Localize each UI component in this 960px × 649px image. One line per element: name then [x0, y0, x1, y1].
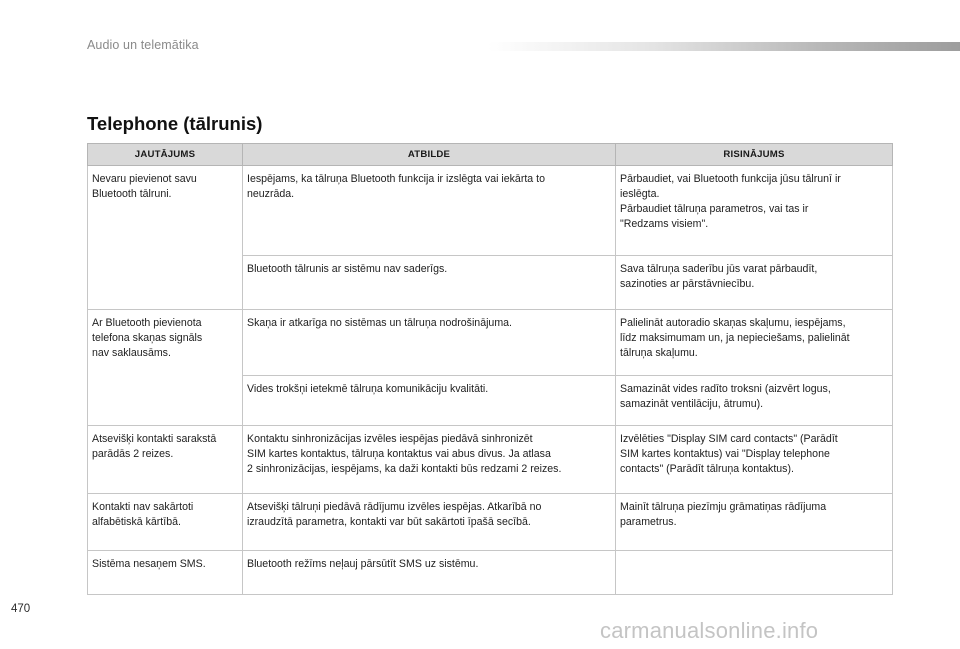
page-title: Telephone (tālrunis) — [87, 113, 263, 134]
table-row — [88, 494, 893, 551]
header-gradient-bar — [488, 42, 960, 51]
column-header-answer: ATBILDE — [243, 144, 616, 166]
watermark: carmanualsonline.info — [600, 618, 819, 643]
question-cell: Atsevišķi kontakti sarakstā parādās 2 reizes. — [88, 426, 243, 494]
table-header-row — [88, 144, 893, 166]
answer-cell: Iespējams, ka tālruņa Bluetooth funkcija ir izslēgta vai iekārta to neuzrāda. — [243, 166, 616, 256]
question-cell: Kontakti nav sakārtoti alfabētiskā kārtībā. — [88, 494, 243, 551]
section-header: Audio un telemātika — [87, 38, 199, 52]
solution-cell: Samazināt vides radīto troksni (aizvērt logus, samazināt ventilāciju, ātrumu). — [616, 376, 893, 426]
answer-cell: Kontaktu sinhronizācijas izvēles iespējas piedāvā sinhronizēt SIM kartes kontaktus, tālruņa kontaktus vai abus divus. Ja atlasa 2 sinhronizācijas, iespējams, ka daži kontakti būs redzami 2 reizes. — [243, 426, 616, 494]
column-header-question: JAUTĀJUMS — [88, 144, 243, 166]
page-number: 470 — [11, 603, 31, 615]
column-header-solution: RISINĀJUMS — [616, 144, 893, 166]
solution-cell: Pārbaudiet, vai Bluetooth funkcija jūsu tālrunī ir ieslēgta. Pārbaudiet tālruņa parametros, vai tas ir "Redzams visiem". — [616, 166, 893, 256]
solution-cell: Izvēlēties "Display SIM card contacts" (Parādīt SIM kartes kontaktus) vai "Display telephone contacts" (Parādīt tālruņa kontaktus). — [616, 426, 893, 494]
solution-cell: Mainīt tālruņa piezīmju grāmatiņas rādījuma parametrus. — [616, 494, 893, 551]
table-row — [88, 310, 893, 376]
answer-cell: Skaņa ir atkarīga no sistēmas un tālruņa nodrošinājuma. — [243, 310, 616, 376]
answer-cell: Bluetooth tālrunis ar sistēmu nav saderīgs. — [243, 256, 616, 310]
answer-cell: Vides trokšņi ietekmē tālruņa komunikāciju kvalitāti. — [243, 376, 616, 426]
table-row — [88, 551, 893, 595]
table-row — [88, 426, 893, 494]
question-cell: Ar Bluetooth pievienota telefona skaņas signāls nav saklausāms. — [88, 310, 243, 426]
table-row — [88, 166, 893, 256]
question-cell: Nevaru pievienot savu Bluetooth tālruni. — [88, 166, 243, 310]
question-cell: Sistēma nesaņem SMS. — [88, 551, 243, 595]
solution-cell — [616, 551, 893, 595]
solution-cell: Sava tālruņa saderību jūs varat pārbaudīt, sazinoties ar pārstāvniecību. — [616, 256, 893, 310]
troubleshooting-table — [87, 143, 893, 595]
answer-cell: Atsevišķi tālruņi piedāvā rādījumu izvēles iespējas. Atkarībā no izraudzītā parametra, kontakti var būt sakārtoti īpašā secībā. — [243, 494, 616, 551]
troubleshooting-table-container — [87, 143, 892, 595]
solution-cell: Palielināt autoradio skaņas skaļumu, iespējams, līdz maksimumam un, ja nepieciešams, palielināt tālruņa skaļumu. — [616, 310, 893, 376]
answer-cell: Bluetooth režīms neļauj pārsūtīt SMS uz sistēmu. — [243, 551, 616, 595]
